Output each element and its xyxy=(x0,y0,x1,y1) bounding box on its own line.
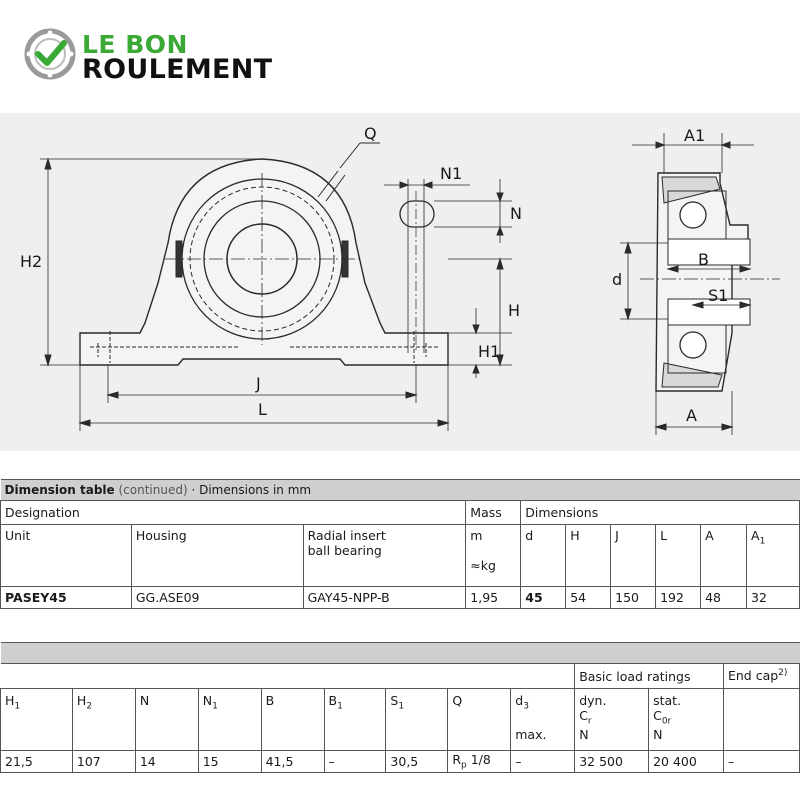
label-a: A xyxy=(686,406,697,425)
technical-drawing xyxy=(0,113,800,451)
label-j: J xyxy=(256,374,261,393)
d-header: d xyxy=(521,525,566,587)
label-l: L xyxy=(258,400,267,419)
h-cell: 54 xyxy=(566,587,611,609)
stat-header: stat. $C_{0r}$ N xyxy=(649,689,724,751)
n1-header: $N_1$ xyxy=(198,689,261,751)
dimension-table xyxy=(0,479,800,609)
separator-bar xyxy=(1,643,800,664)
table-row xyxy=(1,587,800,609)
basic-load-header: Basic load ratings xyxy=(575,664,724,689)
a-header: A xyxy=(701,525,747,587)
bearing-check-icon xyxy=(24,28,76,80)
bearing-cell: GAY45-NPP-B xyxy=(303,587,466,609)
label-h2: H2 xyxy=(20,252,43,271)
b-header: B xyxy=(261,689,324,751)
housing-cell: GG.ASE09 xyxy=(131,587,303,609)
label-b: B xyxy=(698,250,709,269)
blank-header xyxy=(1,664,575,689)
label-q: Q xyxy=(364,124,377,143)
j-cell: 150 xyxy=(611,587,656,609)
label-a1: A1 xyxy=(684,126,706,145)
h2-header: $H_2$ xyxy=(72,689,135,751)
logo-line1: LE BON xyxy=(82,30,188,59)
mass-header: Mass xyxy=(466,501,521,525)
dyn-header: dyn. $C_r$ N xyxy=(575,689,649,751)
j-header: J xyxy=(611,525,656,587)
load-rating-table xyxy=(0,642,800,773)
end-cap-header: End cap$^{2)}$ xyxy=(723,664,799,689)
a1-cell: 32 xyxy=(747,587,800,609)
table-title: Dimension table (continued) · Dimensions in mm xyxy=(1,480,800,501)
a-cell: 48 xyxy=(701,587,747,609)
dimensions-header: Dimensions xyxy=(521,501,800,525)
housing-header: Housing xyxy=(131,525,303,587)
c0r-cell: 20 400 xyxy=(649,751,724,773)
end-cap-cell: – xyxy=(723,751,799,773)
cr-cell: 32 500 xyxy=(575,751,649,773)
d3-cell: – xyxy=(511,751,575,773)
b-cell: 41,5 xyxy=(261,751,324,773)
label-s1: S1 xyxy=(708,286,729,305)
n-header: N xyxy=(135,689,198,751)
q-cell: $R_p$ 1/8 xyxy=(448,751,511,773)
mass-unit-header: m ≈kg xyxy=(466,525,521,587)
radial-header: Radial insert ball bearing xyxy=(303,525,466,587)
table-row xyxy=(1,751,800,773)
unit-cell: PASEY45 xyxy=(1,587,132,609)
h1-header: $H_1$ xyxy=(1,689,73,751)
drawing-svg xyxy=(0,113,800,451)
s1-cell: 30,5 xyxy=(386,751,448,773)
l-header: L xyxy=(656,525,701,587)
designation-header: Designation xyxy=(1,501,466,525)
label-h: H xyxy=(508,301,521,320)
end-cap-blank xyxy=(723,689,799,751)
label-n: N xyxy=(510,204,522,223)
b1-header: $B_1$ xyxy=(324,689,386,751)
n-cell: 14 xyxy=(135,751,198,773)
q-header: Q xyxy=(448,689,511,751)
a1-header: $A_1$ xyxy=(747,525,800,587)
n1-cell: 15 xyxy=(198,751,261,773)
label-d: d xyxy=(612,270,623,289)
d-cell: 45 xyxy=(521,587,566,609)
h1-cell: 21,5 xyxy=(1,751,73,773)
mass-cell: 1,95 xyxy=(466,587,521,609)
s1-header: $S_1$ xyxy=(386,689,448,751)
unit-header: Unit xyxy=(1,525,132,587)
brand-logo xyxy=(24,26,304,86)
front-view xyxy=(40,143,512,431)
h2-cell: 107 xyxy=(72,751,135,773)
b1-cell: – xyxy=(324,751,386,773)
l-cell: 192 xyxy=(656,587,701,609)
label-n1: N1 xyxy=(440,164,463,183)
h-header: H xyxy=(566,525,611,587)
d3-header: $d_3$ max. xyxy=(511,689,575,751)
logo-line2: ROULEMENT xyxy=(82,54,273,85)
side-view xyxy=(620,133,780,435)
label-h1: H1 xyxy=(478,342,501,361)
